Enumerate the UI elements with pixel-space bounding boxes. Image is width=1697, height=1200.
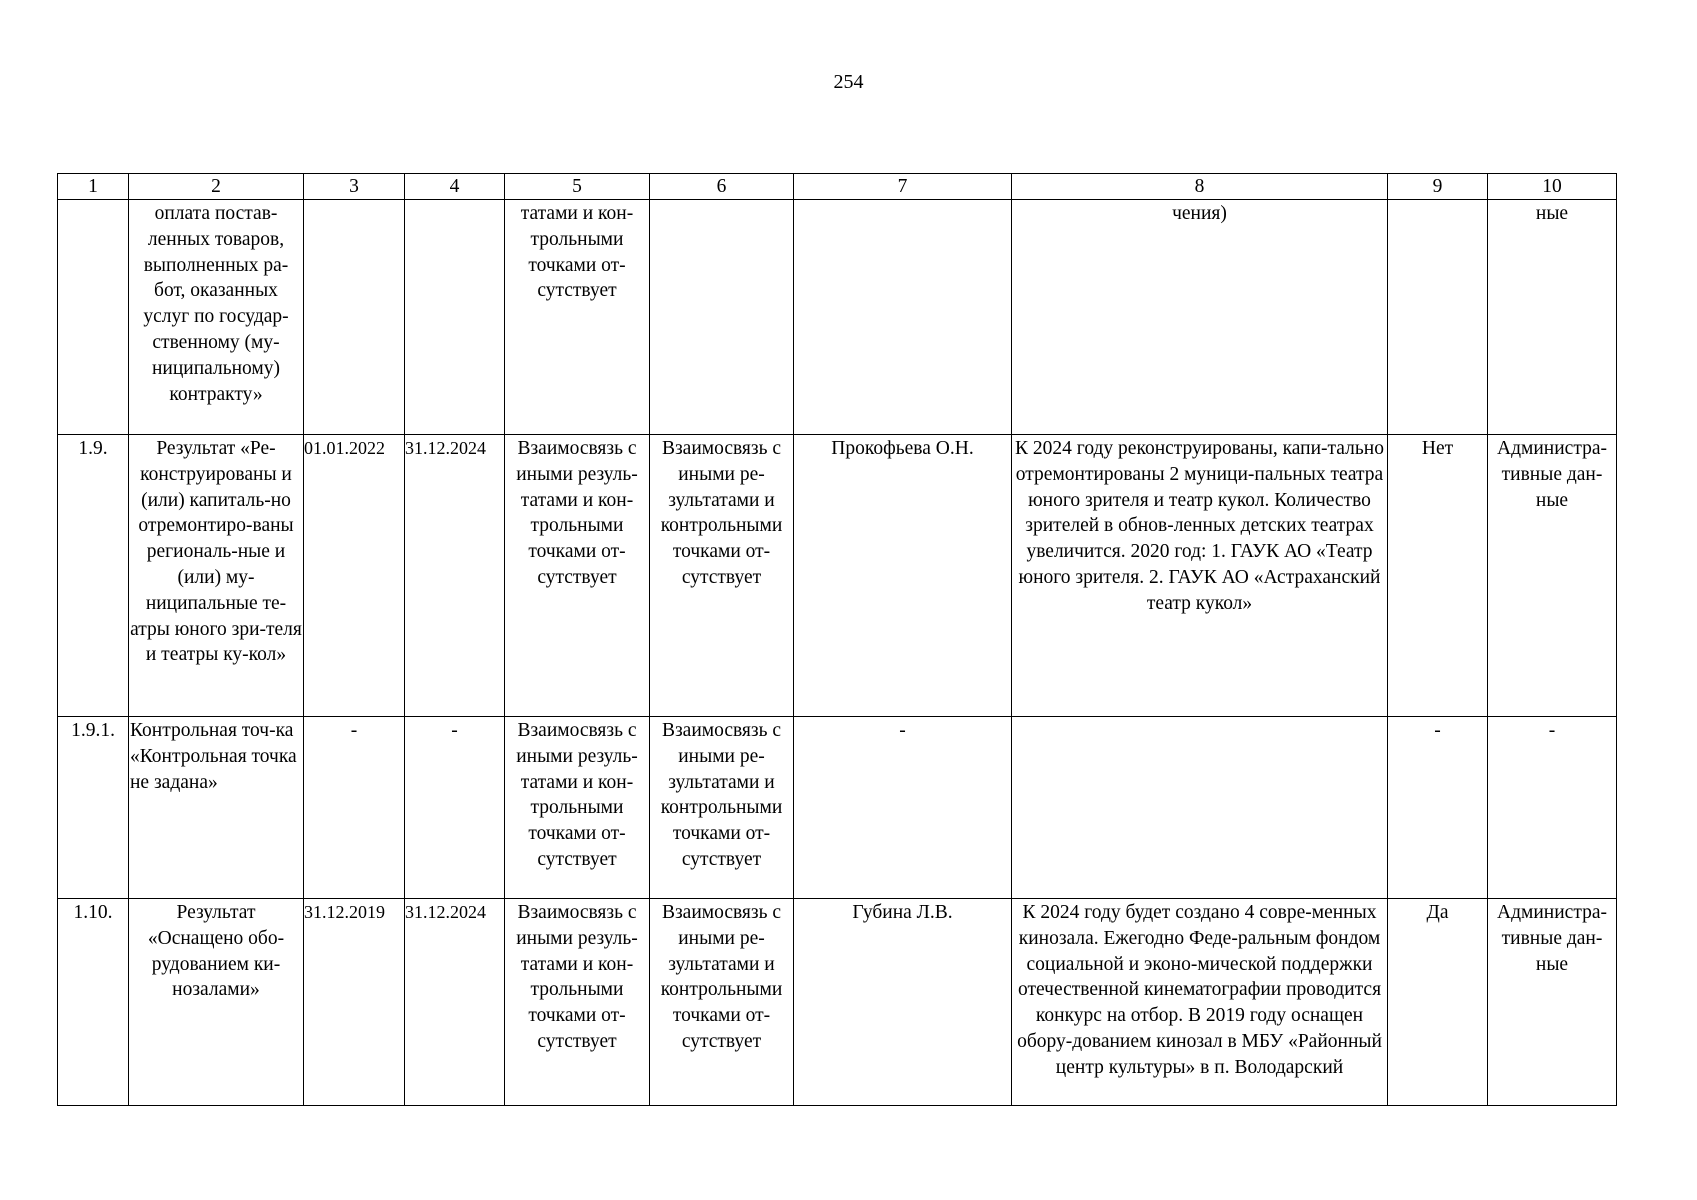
relation-cell: Взаимосвязь с иными резуль-татами и кон-трольными точками от-сутствует: [505, 435, 650, 717]
column-header: 2: [129, 174, 304, 200]
column-header: 8: [1012, 174, 1388, 200]
end-date: [405, 200, 505, 435]
relation-cell: Взаимосвязь с иными ре-зультатами и контрольными точками от-сутствует: [650, 899, 794, 1106]
description-cell: К 2024 году будет создано 4 совре-менных кинозала. Ежегодно Феде-ральным фондом социальной и эконо-мической поддержки отечественной кинематографии проводится конкурс на отбор. В 2019 году оснащен обору-дованием кинозал в МБУ «Районный центр культуры» в п. Володарский: [1012, 899, 1388, 1106]
result-name: оплата постав-ленных товаров, выполненных ра-бот, оказанных услуг по государ-ственному (му-ниципальному) контракту»: [129, 200, 304, 435]
flag-cell: Нет: [1388, 435, 1488, 717]
result-name: Результат «Оснащено обо-рудованием ки-нозалами»: [129, 899, 304, 1106]
table-row: [58, 435, 1617, 717]
end-date: 31.12.2024: [405, 435, 505, 717]
row-number: [58, 200, 129, 435]
source-cell: Администра-тивные дан-ные: [1488, 899, 1617, 1106]
flag-cell: [1388, 200, 1488, 435]
column-header: 6: [650, 174, 794, 200]
column-header: 10: [1488, 174, 1617, 200]
results-table: [57, 173, 1617, 1106]
start-date: -: [304, 717, 405, 899]
description-cell: чения): [1012, 200, 1388, 435]
relation-cell: татами и кон-трольными точками от-сутствует: [505, 200, 650, 435]
result-name: Результат «Ре-конструированы и (или) капиталь-но отремонтиро-ваны региональ-ные и (или) му-ниципальные те-атры юного зри-теля и театры ку-кол»: [129, 435, 304, 717]
description-cell: [1012, 717, 1388, 899]
relation-cell: Взаимосвязь с иными резуль-татами и кон-трольными точками от-сутствует: [505, 899, 650, 1106]
end-date: 31.12.2024: [405, 899, 505, 1106]
column-header: 1: [58, 174, 129, 200]
responsible-person: Прокофьева О.Н.: [794, 435, 1012, 717]
column-header: 4: [405, 174, 505, 200]
end-date: -: [405, 717, 505, 899]
result-name: Контрольная точ-ка «Контрольная точка не задана»: [129, 717, 304, 899]
source-cell: -: [1488, 717, 1617, 899]
source-cell: Администра-тивные дан-ные: [1488, 435, 1617, 717]
responsible-person: -: [794, 717, 1012, 899]
start-date: 31.12.2019: [304, 899, 405, 1106]
start-date: 01.01.2022: [304, 435, 405, 717]
source-cell: ные: [1488, 200, 1617, 435]
responsible-person: Губина Л.В.: [794, 899, 1012, 1106]
row-number: 1.9.: [58, 435, 129, 717]
flag-cell: -: [1388, 717, 1488, 899]
column-header: 7: [794, 174, 1012, 200]
page-number: 254: [833, 71, 864, 93]
relation-cell: [650, 200, 794, 435]
column-header: 9: [1388, 174, 1488, 200]
column-number-row: [58, 174, 1617, 200]
row-number: 1.9.1.: [58, 717, 129, 899]
table-row: [58, 717, 1617, 899]
table-row: [58, 200, 1617, 435]
column-header: 3: [304, 174, 405, 200]
column-header: 5: [505, 174, 650, 200]
relation-cell: Взаимосвязь с иными ре-зультатами и контрольными точками от-сутствует: [650, 435, 794, 717]
start-date: [304, 200, 405, 435]
table-row: [58, 899, 1617, 1106]
relation-cell: Взаимосвязь с иными ре-зультатами и контрольными точками от-сутствует: [650, 717, 794, 899]
relation-cell: Взаимосвязь с иными резуль-татами и кон-трольными точками от-сутствует: [505, 717, 650, 899]
description-cell: К 2024 году реконструированы, капи-тально отремонтированы 2 муници-пальных театра юного зрителя и театр кукол. Количество зрителей в обнов-ленных детских театрах увеличится. 2020 год: 1. ГАУК АО «Театр юного зрителя. 2. ГАУК АО «Астраханский театр кукол»: [1012, 435, 1388, 717]
flag-cell: Да: [1388, 899, 1488, 1106]
row-number: 1.10.: [58, 899, 129, 1106]
responsible-person: [794, 200, 1012, 435]
